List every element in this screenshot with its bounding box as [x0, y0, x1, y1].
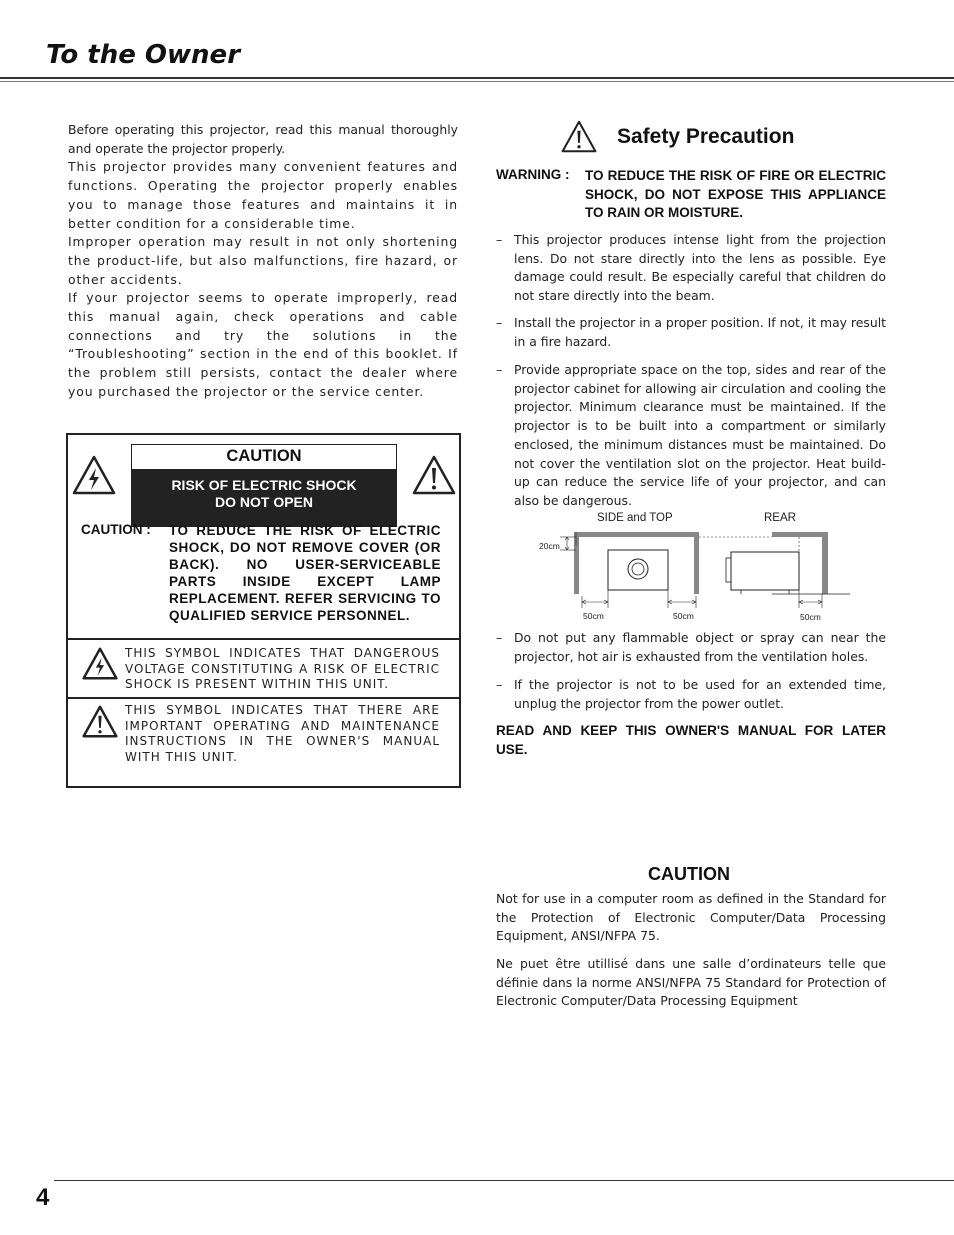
clearance-diagram	[536, 528, 856, 624]
projector-rear	[731, 552, 799, 590]
left-gap-label: 50cm	[583, 611, 604, 621]
exclamation-warning-icon	[412, 455, 456, 495]
lightning-symbol-icon	[82, 647, 118, 680]
caution-header-title: CAUTION	[226, 447, 302, 465]
bullet-dash: –	[496, 232, 503, 247]
safety-bullet	[496, 361, 886, 511]
caution-label-box	[66, 433, 461, 788]
lightning-symbol-description: THIS SYMBOL INDICATES THAT DANGEROUS VOLTAGE CONSTITUTING A RISK OF ELECTRIC SHOCK IS PRESENT WITHIN THIS UNIT.	[125, 646, 440, 692]
rear-gap-label: 50cm	[800, 612, 821, 622]
safety-bullet	[496, 314, 886, 351]
page-title: To the Owner	[46, 40, 241, 70]
bullet-dash: –	[496, 630, 503, 645]
lightning-warning-icon	[72, 455, 116, 495]
safety-bullet	[496, 231, 886, 306]
intro-paragraph: If your projector seems to operate improperly, read this manual again, check operations and cable connections and try the solutions in the “Troubleshooting” section in the end of this booklet. If the problem still persists, contact the dealer where you purchased the projector or the service center.	[68, 290, 458, 399]
footer-rule	[54, 1180, 954, 1181]
bullet-text: This projector produces intense light from the projection lens. Do not stare directly into the lens as possible. Eye damage could result. Be especially careful that children do not stare directly into the beam.	[514, 232, 886, 304]
page-number: 4	[36, 1184, 50, 1211]
safety-precaution-title: Safety Precaution	[617, 125, 795, 148]
keep-manual-notice: READ AND KEEP THIS OWNER'S MANUAL FOR LATER USE.	[496, 723, 886, 757]
caution-header	[131, 444, 397, 527]
divider	[68, 697, 459, 699]
caution-sub-line2: DO NOT OPEN	[214, 494, 313, 510]
bullet-text: Provide appropriate space on the top, sides and rear of the projector cabinet for allowing air circulation and cooling the projector. Minimum clearance must be maintained. If the projector is to be built into a compartment or similarly enclosed, the minimum distances must be maintained. Do not cover the ventilation slot on the projector. Heat build-up can reduce the service life of your projector, and can also be dangerous.	[514, 362, 886, 508]
caution-message: TO REDUCE THE RISK OF ELECTRIC SHOCK, DO NOT REMOVE COVER (OR BACK). NO USER-SERVICEABLE PARTS INSIDE EXCEPT LAMP REPLACEMENT. REFER SERVICING TO QUALIFIED SERVICE PERSONNEL.	[169, 523, 441, 623]
caution-sub-line1: RISK OF ELECTRIC SHOCK	[171, 477, 357, 493]
bullet-dash: –	[496, 677, 503, 692]
diagram-label-side-top: SIDE and TOP	[597, 512, 673, 524]
bullet-text: Do not put any flammable object or spray can near the projector, hot air is exhausted from the ventilation holes.	[514, 630, 886, 664]
bullet-text: If the projector is not to be used for an extended time, unplug the projector from the power outlet.	[514, 677, 886, 711]
intro-paragraph: Improper operation may result in not only shortening the product-life, but also malfunctions, fire hazard, or other accidents.	[68, 234, 458, 287]
top-gap-label: 20cm	[539, 541, 560, 551]
warning-message: TO REDUCE THE RISK OF FIRE OR ELECTRIC SHOCK, DO NOT EXPOSE THIS APPLIANCE TO RAIN OR MOISTURE.	[585, 168, 886, 221]
divider	[68, 638, 459, 640]
caution-paragraph-fr: Ne puet être utillisé dans une salle d’ordinateurs telle que définie dans la norme ANSI/NFPA 75 Standard for Protection of Electronic Computer/Data Processing Equipment	[496, 956, 886, 1009]
bullet-text: Install the projector in a proper position. If not, it may result in a fire hazard.	[514, 315, 886, 349]
caution-section-title: CAUTION	[648, 864, 730, 884]
rear-enclosure	[772, 532, 828, 594]
safety-bullet	[496, 629, 886, 666]
title-rule	[0, 77, 954, 79]
safety-bullet	[496, 676, 886, 713]
caution-header-subtitle	[132, 469, 396, 526]
intro-paragraph: This projector provides many convenient features and functions. Operating the projector properly enables you to manage those features and maintains it in better condition for a considerable time.	[68, 159, 458, 231]
caution-label: CAUTION :	[81, 522, 151, 537]
exclamation-symbol-description: THIS SYMBOL INDICATES THAT THERE ARE IMPORTANT OPERATING AND MAINTENANCE INSTRUCTIONS IN THE OWNER'S MANUAL WITH THIS UNIT.	[125, 703, 440, 765]
caution-paragraph-en: Not for use in a computer room as defined in the Standard for the Protection of Electronic Computer/Data Processing Equipment, ANSI/NFPA 75.	[496, 891, 886, 944]
warning-label: WARNING :	[496, 167, 570, 182]
diagram-label-rear: REAR	[764, 512, 796, 524]
bullet-dash: –	[496, 362, 503, 377]
title-rule-thin	[0, 81, 954, 82]
intro-paragraph: Before operating this projector, read this manual thoroughly and operate the projector properly.	[68, 122, 458, 156]
safety-warning-icon	[561, 120, 597, 153]
exclamation-symbol-icon	[82, 705, 118, 738]
bullet-dash: –	[496, 315, 503, 330]
intro-section	[68, 121, 458, 402]
right-gap-label: 50cm	[673, 611, 694, 621]
